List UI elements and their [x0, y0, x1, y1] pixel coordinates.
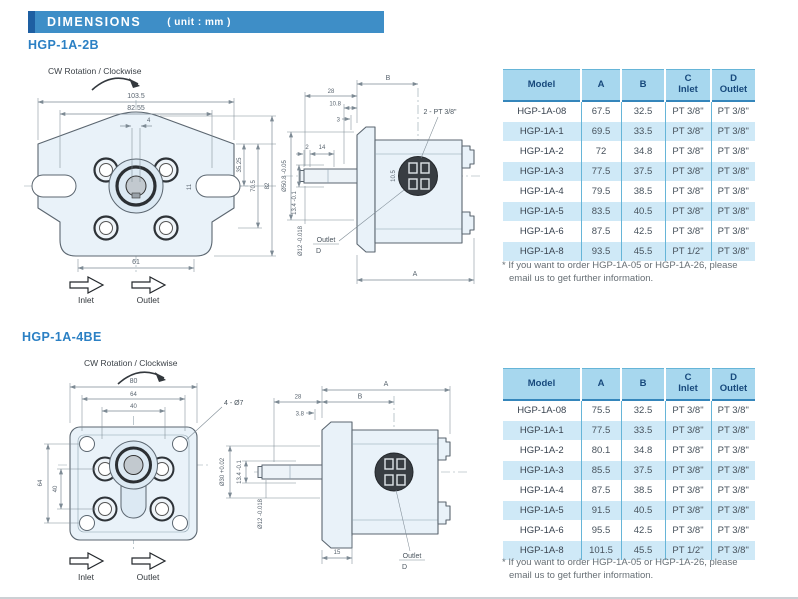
table-row: [503, 101, 755, 122]
shaft-end: [258, 467, 262, 478]
dim-label: 28: [327, 89, 335, 95]
spec-table-hgp-1a-4be: [503, 368, 755, 560]
inlet-label: Inlet: [77, 572, 95, 582]
dim-label: 80: [129, 378, 138, 385]
dim-label: 61: [132, 259, 140, 266]
cell-a: 87.5: [581, 481, 621, 501]
inlet-label: Inlet: [77, 295, 95, 305]
col-header-d-outlet: D Outlet: [711, 70, 755, 102]
cell-c-inlet: PT 1/2": [665, 242, 711, 262]
dim-label: 103.5: [127, 93, 145, 100]
cell-b: 33.5: [621, 122, 665, 142]
banner-unit: ( unit : mm ): [167, 16, 231, 28]
cell-model: HGP-1A-6: [519, 226, 564, 237]
shaft-boss: [109, 159, 163, 213]
table-row: [503, 202, 755, 222]
outlet-arrow: [132, 553, 165, 569]
cell-d-outlet: PT 3/8": [711, 162, 755, 182]
dim-label: Ø12 -0.018: [298, 225, 304, 257]
table-row: [503, 441, 755, 461]
dim-label: 82: [265, 182, 271, 190]
cell-model: HGP-1A-5: [519, 505, 564, 516]
table-header-row: [503, 369, 755, 401]
cell-model: HGP-1A-3: [519, 166, 564, 177]
cell-c-inlet: PT 3/8": [665, 222, 711, 242]
note-line-2: email us to get further information.: [509, 273, 654, 285]
table-row: [503, 182, 755, 202]
col-header-a: A: [581, 70, 621, 102]
cell-d-outlet: PT 3/8": [711, 122, 755, 142]
cell-c-inlet: PT 3/8": [665, 461, 711, 481]
rear-port: [399, 157, 438, 196]
banner-title: DIMENSIONS: [47, 15, 142, 29]
cell-b: 38.5: [621, 481, 665, 501]
cell-b: 37.5: [621, 162, 665, 182]
cell-d-outlet: PT 3/8": [711, 222, 755, 242]
dim-label: 13.4 -0.1: [237, 460, 243, 484]
cell-model: HGP-1A-1: [519, 126, 564, 137]
dim-label: 10.5: [391, 170, 397, 182]
cell-model: HGP-1A-1: [519, 425, 564, 436]
side-view-2: [220, 381, 470, 571]
cell-model: HGP-1A-5: [519, 206, 564, 217]
dim-label: Ø12 -0.018: [258, 498, 264, 530]
port-tab-bottom: [438, 502, 450, 524]
outlet-arrow: [132, 277, 165, 293]
cell-a: 75.5: [581, 400, 621, 421]
dim-label: A: [383, 381, 389, 388]
cell-model: HGP-1A-8: [519, 246, 564, 257]
flow-arrows: [70, 553, 165, 582]
dim-label: 70.5: [251, 180, 257, 192]
dim-label: 64: [38, 479, 44, 487]
dim-label: 40: [53, 485, 59, 493]
dim-label: 13.4 -0.1: [292, 191, 298, 215]
outlet-callout: Outlet: [316, 237, 336, 244]
cell-d-outlet: PT 3/8": [711, 400, 755, 421]
table-row: [503, 481, 755, 501]
col-header-b: B: [621, 369, 665, 401]
cw-arrowhead: [129, 78, 140, 88]
cell-c-inlet: PT 3/8": [665, 400, 711, 421]
cell-d-outlet: PT 3/8": [711, 421, 755, 441]
drive-shaft: [262, 465, 322, 479]
cell-b: 45.5: [621, 242, 665, 262]
dim-label: A: [412, 271, 418, 278]
cell-d-outlet: PT 3/8": [711, 202, 755, 222]
col-header-c-inlet: C Inlet: [665, 70, 711, 102]
cell-model: HGP-1A-3: [519, 465, 564, 476]
cell-model: HGP-1A-2: [519, 146, 564, 157]
dim-label: 11: [187, 183, 193, 191]
order-note: [502, 259, 777, 286]
dim-label: 2: [305, 145, 309, 151]
cell-model: HGP-1A-4: [519, 186, 564, 197]
front-view-2: [38, 358, 244, 582]
cell-a: 72: [581, 142, 621, 162]
dim-label: 4: [147, 118, 151, 124]
cell-a: 93.5: [581, 242, 621, 262]
cell-a: 101.5: [581, 541, 621, 561]
inlet-arrow: [70, 553, 103, 569]
mounting-slot-left: [32, 175, 76, 197]
cell-b: 32.5: [621, 101, 665, 122]
outlet-label: Outlet: [136, 295, 160, 305]
cell-a: 83.5: [581, 202, 621, 222]
cell-model: HGP-1A-8: [519, 545, 564, 556]
col-header-b: B: [621, 70, 665, 102]
dim-label: B: [357, 393, 363, 401]
col-header-d-outlet: D Outlet: [711, 369, 755, 401]
cell-a: 79.5: [581, 182, 621, 202]
cell-d-outlet: PT 3/8": [711, 501, 755, 521]
rear-port: [375, 453, 413, 491]
cell-b: 34.8: [621, 142, 665, 162]
cell-d-outlet: PT 3/8": [711, 441, 755, 461]
dim-label: 28: [294, 394, 302, 401]
mounting-flange-side: [357, 127, 375, 252]
outlet-label: Outlet: [136, 572, 160, 582]
port-tab-top: [438, 438, 450, 460]
cell-a: 95.5: [581, 521, 621, 541]
cell-c-inlet: PT 3/8": [665, 122, 711, 142]
section-title-hgp-1a-2b: HGP-1A-2B: [28, 38, 99, 52]
table-row: [503, 400, 755, 421]
dim-label: Ø30 +0.02: [220, 457, 226, 487]
dim-label: 35.25: [237, 157, 243, 173]
dim-label: 40: [130, 404, 137, 410]
cell-c-inlet: PT 3/8": [665, 441, 711, 461]
dim-label: B: [385, 75, 391, 82]
dim-label: 15: [333, 550, 341, 556]
cell-c-inlet: PT 3/8": [665, 101, 711, 122]
cell-c-inlet: PT 3/8": [665, 202, 711, 222]
cell-d-outlet: PT 3/8": [711, 101, 755, 122]
col-header-model: Model: [503, 369, 581, 401]
shaft-boss: [110, 441, 158, 489]
cell-a: 77.5: [581, 162, 621, 182]
col-header-model: Model: [503, 70, 581, 102]
cell-d-outlet: PT 3/8": [711, 521, 755, 541]
table-row: [503, 461, 755, 481]
cell-b: 38.5: [621, 182, 665, 202]
port-thread-callout: 2 - PT 3/8": [423, 109, 457, 116]
section-title-hgp-1a-4be: HGP-1A-4BE: [22, 330, 102, 344]
dimensions-banner: [28, 11, 384, 33]
cell-d-outlet: PT 3/8": [711, 242, 755, 262]
cell-d-outlet: PT 3/8": [711, 481, 755, 501]
cell-a: 80.1: [581, 441, 621, 461]
table-row: [503, 222, 755, 242]
cell-b: 37.5: [621, 461, 665, 481]
order-note: [502, 556, 777, 583]
cell-b: 34.8: [621, 441, 665, 461]
cell-c-inlet: PT 3/8": [665, 142, 711, 162]
cell-d-outlet: PT 3/8": [711, 142, 755, 162]
cell-d-outlet: PT 3/8": [711, 541, 755, 561]
outlet-callout-d: D: [316, 248, 322, 255]
dim-label: 10.8: [329, 101, 341, 108]
cell-a: 67.5: [581, 101, 621, 122]
note-line-1: * If you want to order HGP-1A-05 or HGP-1A-26, please: [502, 260, 738, 271]
cell-c-inlet: PT 3/8": [665, 521, 711, 541]
table-row: [503, 521, 755, 541]
table-row: [503, 421, 755, 441]
cell-model: HGP-1A-08: [517, 106, 567, 117]
dim-label: 64: [130, 392, 137, 398]
table-row: [503, 142, 755, 162]
table-row: [503, 501, 755, 521]
inlet-arrow: [70, 277, 103, 293]
table-row: [503, 162, 755, 182]
technical-drawing-hgp-1a-4be: [8, 352, 498, 592]
port-tab-bottom: [462, 212, 474, 234]
technical-drawing-hgp-1a-2b: [8, 56, 498, 306]
rotation-label: CW Rotation / Clockwise: [84, 358, 178, 368]
cell-c-inlet: PT 1/2": [665, 541, 711, 561]
outlet-callout: Outlet: [402, 553, 422, 560]
corner-holes-callout: 4 - Ø7: [224, 400, 244, 407]
mounting-slot-right: [196, 175, 240, 197]
cell-model: HGP-1A-08: [517, 405, 567, 416]
cell-d-outlet: PT 3/8": [711, 182, 755, 202]
col-header-a: A: [581, 369, 621, 401]
table-row: [503, 122, 755, 142]
cell-model: HGP-1A-4: [519, 485, 564, 496]
cw-arrowhead: [155, 372, 166, 382]
dim-label: Ø50.8 -0.05: [282, 160, 288, 192]
cell-b: 45.5: [621, 541, 665, 561]
flow-arrows: [70, 277, 165, 305]
rotation-label: CW Rotation / Clockwise: [48, 66, 142, 76]
outlet-callout-d: D: [402, 564, 408, 571]
cell-d-outlet: PT 3/8": [711, 461, 755, 481]
front-view-1: [24, 66, 276, 305]
cell-a: 69.5: [581, 122, 621, 142]
cell-b: 42.5: [621, 222, 665, 242]
cell-c-inlet: PT 3/8": [665, 481, 711, 501]
cell-b: 32.5: [621, 400, 665, 421]
dim-label: 82.55: [127, 105, 145, 112]
port-tab-top: [462, 146, 474, 168]
cell-model: HGP-1A-6: [519, 525, 564, 536]
cell-a: 77.5: [581, 421, 621, 441]
cell-b: 33.5: [621, 421, 665, 441]
cell-a: 91.5: [581, 501, 621, 521]
spec-table-hgp-1a-2b: [503, 69, 755, 261]
drive-shaft: [304, 169, 357, 183]
dim-label: 14: [318, 145, 326, 151]
cell-b: 40.5: [621, 501, 665, 521]
shaft-end: [300, 171, 304, 182]
cell-c-inlet: PT 3/8": [665, 162, 711, 182]
table-header-row: [503, 70, 755, 102]
cell-a: 85.5: [581, 461, 621, 481]
col-header-c-inlet: C Inlet: [665, 369, 711, 401]
note-line-2: email us to get further information.: [509, 570, 654, 582]
dim-label: 3: [336, 117, 340, 124]
cell-a: 87.5: [581, 222, 621, 242]
cell-c-inlet: PT 3/8": [665, 421, 711, 441]
cell-c-inlet: PT 3/8": [665, 182, 711, 202]
cell-model: HGP-1A-2: [519, 445, 564, 456]
side-view-1: [282, 75, 480, 284]
mounting-flange-side: [322, 422, 352, 548]
cell-b: 40.5: [621, 202, 665, 222]
note-line-1: * If you want to order HGP-1A-05 or HGP-1A-26, please: [502, 557, 738, 568]
cell-c-inlet: PT 3/8": [665, 501, 711, 521]
cell-b: 42.5: [621, 521, 665, 541]
dim-label: 3.8: [295, 411, 304, 418]
